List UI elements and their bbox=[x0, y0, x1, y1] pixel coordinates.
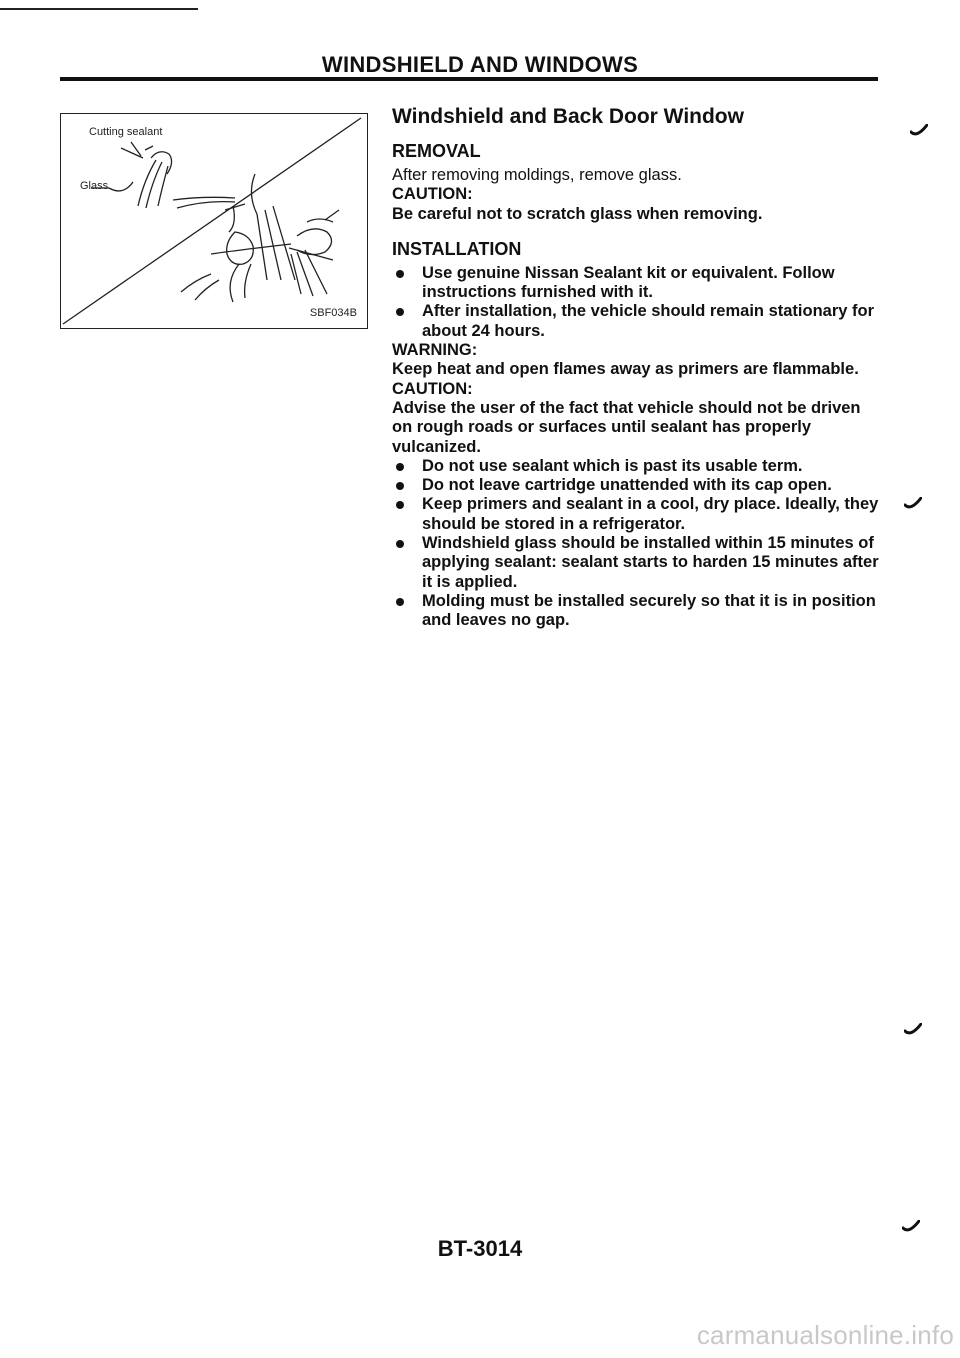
installation-bullets-b bbox=[392, 457, 884, 631]
check-mark-icon bbox=[904, 497, 922, 511]
installation-warning-text: Keep heat and open flames away as primers are flammable. bbox=[392, 360, 859, 379]
bullet-text: Keep primers and sealant in a cool, dry place. Ideally, they should be stored in a refrigerator. bbox=[422, 495, 879, 533]
bullet-text: Windshield glass should be installed within 15 minutes of applying sealant: sealant starts to harden 15 minutes after it is applied. bbox=[422, 534, 879, 591]
figure-code: SBF034B bbox=[309, 307, 357, 319]
bullet-icon bbox=[396, 482, 404, 490]
bullet-icon bbox=[396, 270, 404, 278]
bullet-text: Do not leave cartridge unattended with its cap open. bbox=[422, 476, 832, 495]
bullet-icon bbox=[396, 540, 404, 548]
check-mark-icon bbox=[902, 1220, 920, 1234]
installation-caution-label: CAUTION: bbox=[392, 379, 473, 398]
removal-text: After removing moldings, remove glass. bbox=[392, 166, 682, 184]
installation-warning-label: WARNING: bbox=[392, 341, 478, 360]
page-number: BT-3014 bbox=[437, 1236, 523, 1261]
figure-label-cutting-sealant: Cutting sealant bbox=[89, 126, 163, 138]
list-item bbox=[392, 302, 884, 341]
list-item bbox=[392, 534, 884, 592]
list-item bbox=[392, 264, 884, 303]
bullet-text: After installation, the vehicle should remain stationary for about 24 hours. bbox=[422, 302, 875, 340]
installation-heading: INSTALLATION bbox=[392, 238, 522, 259]
page-header-title: WINDSHIELD AND WINDOWS bbox=[321, 52, 639, 77]
section-title: Windshield and Back Door Window bbox=[392, 105, 744, 128]
section-gap bbox=[392, 224, 884, 238]
list-item bbox=[392, 457, 884, 476]
top-left-rule bbox=[0, 8, 198, 10]
main-content bbox=[392, 104, 884, 631]
watermark: carmanualsonline.info bbox=[696, 1320, 954, 1350]
figure-illustration bbox=[61, 114, 367, 328]
bullet-icon bbox=[396, 598, 404, 606]
bullet-text: Use genuine Nissan Sealant kit or equivalent. Follow instructions furnished with it. bbox=[422, 263, 835, 302]
figure-label-glass: Glass bbox=[80, 180, 109, 192]
list-item bbox=[392, 592, 884, 631]
removal-heading: REMOVAL bbox=[392, 141, 481, 161]
bullet-icon bbox=[396, 463, 404, 471]
bullet-icon bbox=[396, 308, 404, 316]
removal-caution-text: Be careful not to scratch glass when removing. bbox=[392, 204, 763, 223]
installation-bullets-a bbox=[392, 264, 884, 341]
check-mark-icon bbox=[904, 1023, 922, 1037]
figure-cutting-sealant bbox=[60, 113, 368, 329]
installation-caution-text: Advise the user of the fact that vehicle should not be driven on rough roads or surfaces until sealant has properly vulcanized. bbox=[392, 398, 861, 456]
header-rule bbox=[60, 77, 878, 81]
check-mark-icon bbox=[910, 124, 928, 138]
bullet-text: Molding must be installed securely so that it is in position and leaves no gap. bbox=[422, 591, 876, 630]
list-item bbox=[392, 476, 884, 495]
bullet-icon bbox=[396, 501, 404, 509]
bullet-text: Do not use sealant which is past its usable term. bbox=[422, 456, 803, 475]
list-item bbox=[392, 495, 884, 534]
removal-caution-label: CAUTION: bbox=[392, 185, 473, 204]
